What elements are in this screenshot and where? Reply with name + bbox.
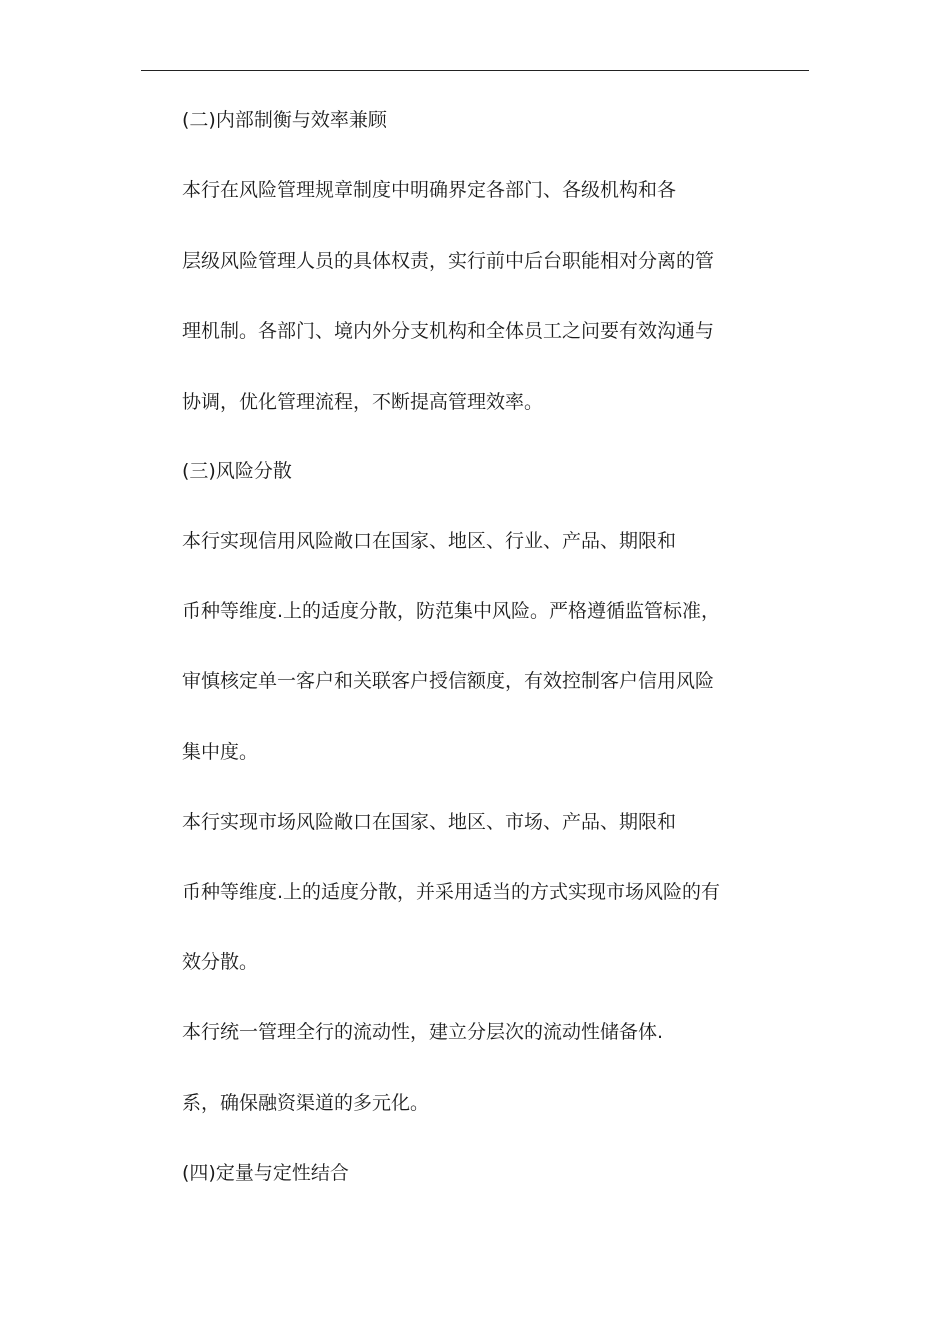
section-heading-risk-diversification: (三)风险分散: [182, 460, 292, 482]
section-heading-quantitative-qualitative: (四)定量与定性结合: [182, 1162, 349, 1184]
paragraph-line: 层级风险管理人员的具体权责，实行前中后台职能相对分离的管: [182, 250, 715, 272]
paragraph-line: 币种等维度.上的适度分散，防范集中风险。严格遵循监管标准，: [182, 600, 721, 622]
paragraph-line: 理机制。各部门、境内外分支机构和全体员工之问要有效沟通与: [182, 320, 715, 342]
paragraph-line: 审慎核定单一客户和关联客户授信额度，有效控制客户信用风险: [182, 670, 715, 692]
paragraph-line: 本行实现信用风险敞口在国家、地区、行业、产品、期限和: [182, 530, 677, 552]
paragraph-line: 系，确保融资渠道的多元化。: [182, 1092, 430, 1114]
header-divider: [141, 70, 809, 71]
paragraph-line: 协调，优化管理流程，不断提高管理效率。: [182, 391, 544, 413]
paragraph-line: 币种等维度.上的适度分散，并采用适当的方式实现市场风险的有: [182, 881, 721, 903]
paragraph-line: 效分散。: [182, 951, 259, 973]
paragraph-line: 集中度。: [182, 741, 259, 763]
paragraph-line: 本行在风险管理规章制度中明确界定各部门、各级机构和各: [182, 179, 677, 201]
section-heading-internal-balance: (二)内部制衡与效率兼顾: [182, 109, 387, 131]
paragraph-line: 本行实现市场风险敞口在国家、地区、市场、产品、期限和: [182, 811, 677, 833]
paragraph-line: 本行统一管理全行的流动性，建立分层次的流动性储备体.: [182, 1021, 664, 1043]
